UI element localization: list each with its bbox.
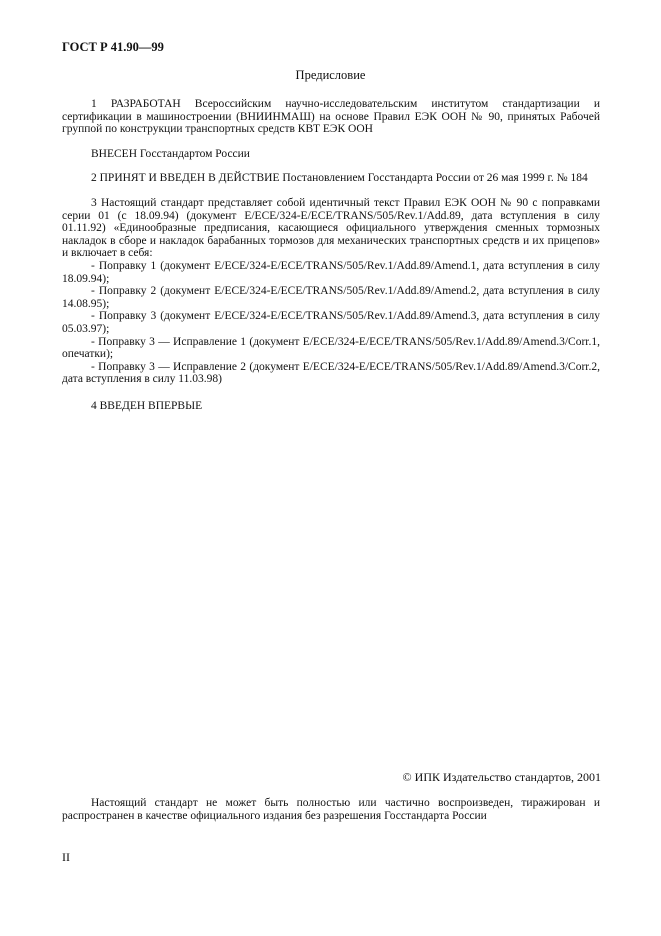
section-1-developed: 1 РАЗРАБОТАН Всероссийским научно-исследовательским институтом стандартизации и сертификации в машиностроении (ВНИИНМАШ) на основе Правил ЕЭК ООН № 90, принятых Рабочей группой по конструкции транспортных средств КВТ ЕЭК ООН [62, 98, 600, 136]
section-2-adopted: 2 ПРИНЯТ И ВВЕДЕН В ДЕЙСТВИЕ Постановлением Госстандарта России от 26 мая 1999 г. № 184 [91, 172, 588, 185]
section-4-first-introduced: 4 ВВЕДЕН ВПЕРВЫЕ [91, 399, 203, 412]
list-item: - Поправку 3 (документ E/ECE/324-E/ECE/TRANS/505/Rev.1/Add.89/Amend.3, дата вступления в силу 05.03.97); [62, 310, 600, 335]
list-item: - Поправку 3 — Исправление 1 (документ E/ECE/324-E/ECE/TRANS/505/Rev.1/Add.89/Amend.3/Corr.1, опечатки); [62, 335, 600, 361]
list-item: - Поправку 1 (документ E/ECE/324-E/ECE/TRANS/505/Rev.1/Add.89/Amend.1, дата вступления в силу 18.09.94); [62, 259, 600, 285]
amendments-list [62, 260, 600, 386]
page-title: Предисловие [295, 68, 366, 82]
list-item: - Поправку 2 (документ E/ECE/324-E/ECE/TRANS/505/Rev.1/Add.89/Amend.2, дата вступления в силу 14.08.95); [62, 285, 600, 310]
copyright-line: © ИПК Издательство стандартов, 2001 [402, 770, 601, 784]
list-item: - Поправку 3 — Исправление 2 (документ E/ECE/324-E/ECE/TRANS/505/Rev.1/Add.89/Amend.3/Corr.2, дата вступления в силу 11.03.98) [62, 360, 600, 386]
reproduction-notice: Настоящий стандарт не может быть полностью или частично воспроизведен, тиражирован и распространен в качестве официального издания без разрешения Госстандарта России [62, 797, 600, 822]
page-number: II [62, 850, 70, 864]
section-1-introduced: ВНЕСЕН Госстандартом России [91, 147, 250, 160]
foreword-body [62, 98, 600, 424]
document-code: ГОСТ Р 41.90—99 [62, 40, 164, 54]
section-3-description: 3 Настоящий стандарт представляет собой идентичный текст Правил ЕЭК ООН № 90 с поправками серии 01 (с 18.09.94) (документ E/ECE/324-E/ECE/TRANS/505/Rev.1/Add.89, дата вступления в силу 01.11.92) «Единообразные предписания, касающиеся официального утверждения сменных тормозных накладок в сборе и накладок барабанных тормозов для механических транспортных средств и их прицепов» и включает в себя: [62, 196, 600, 260]
